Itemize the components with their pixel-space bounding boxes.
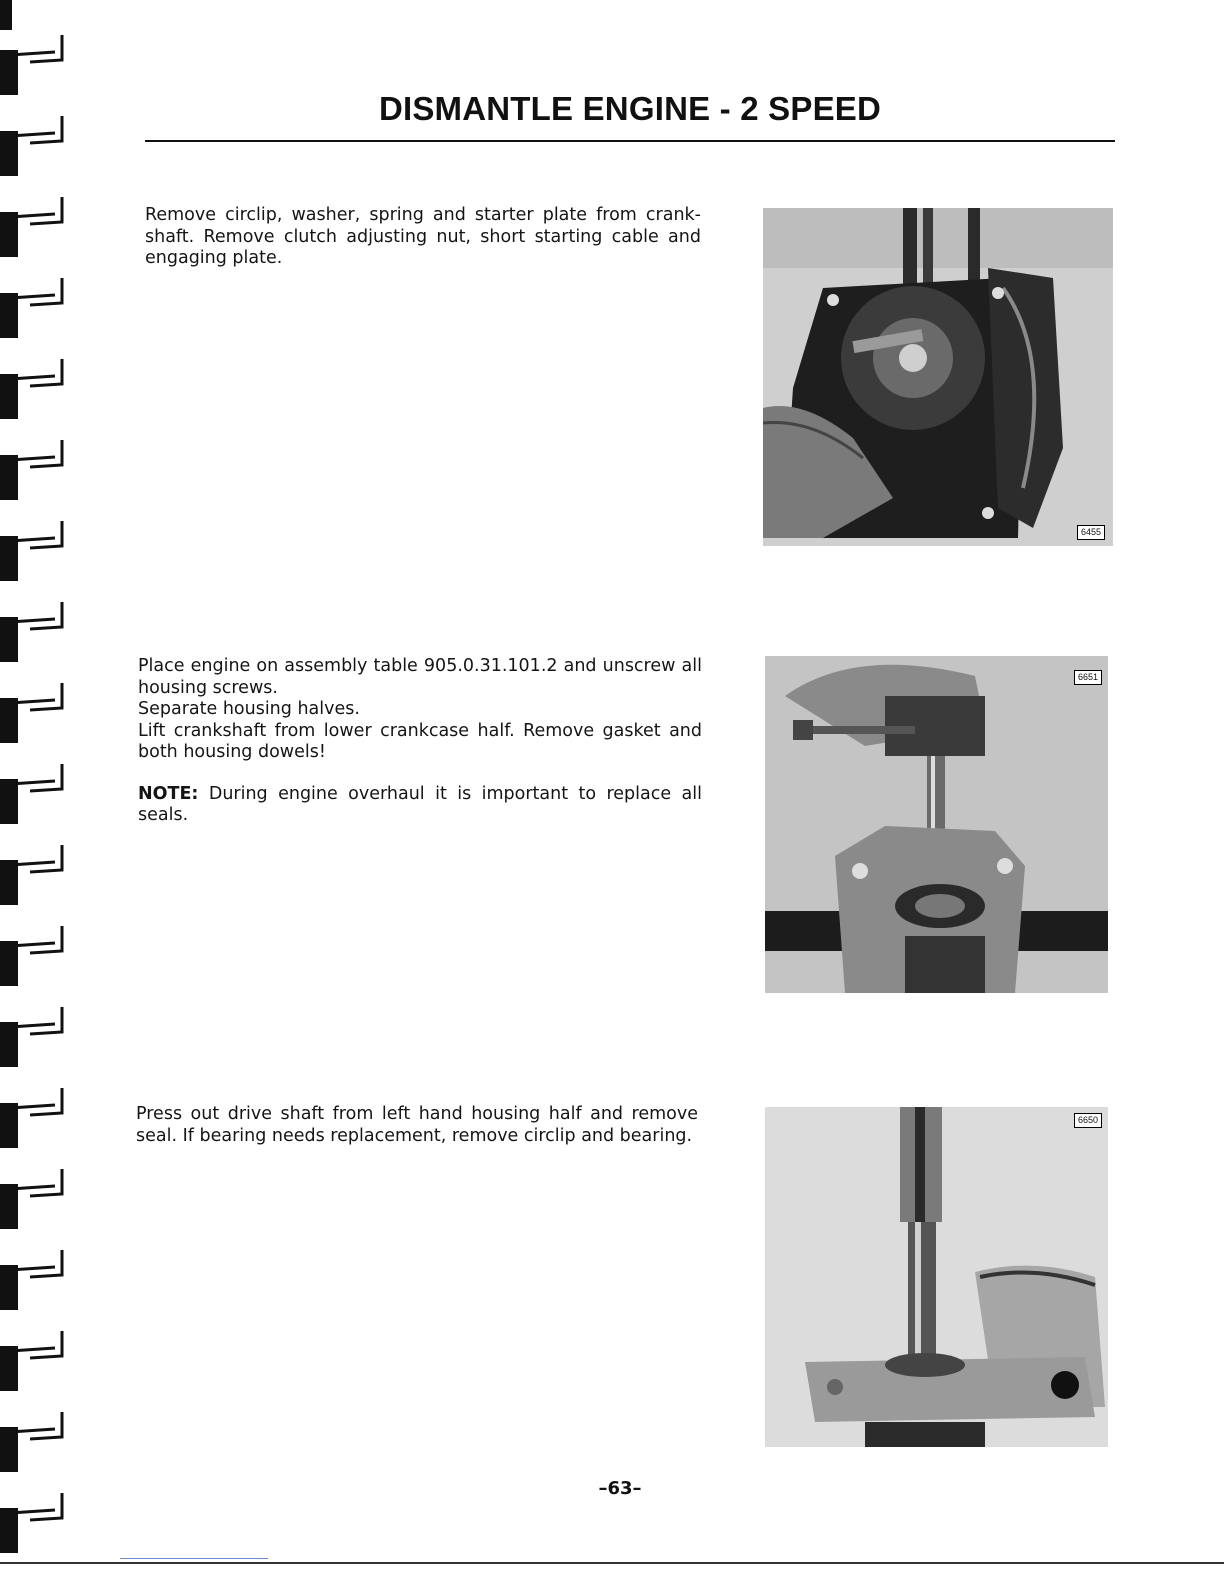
instruction-text-3 — [136, 1104, 698, 1147]
page-number: –63– — [598, 1478, 642, 1499]
title-divider — [145, 140, 1115, 142]
instruction-paragraph: Press out drive shaft from left hand housing half and remove seal. If bearing needs replacement, remove circlip and bearing. — [136, 1104, 698, 1146]
bottom-edge-line — [0, 1562, 1224, 1564]
page-title: DISMANTLE ENGINE - 2 SPEED — [378, 90, 882, 127]
note-label: NOTE: — [138, 783, 199, 804]
figure-number: 6650 — [1074, 1113, 1102, 1128]
bottom-accent-line — [120, 1558, 268, 1559]
note-text: During engine overhaul it is important to replace all seals. — [138, 783, 702, 825]
photo-engine-crankshaft — [763, 208, 1113, 546]
instruction-paragraph: Separate housing halves. — [138, 699, 360, 719]
note-paragraph — [138, 784, 702, 827]
instruction-paragraph: Remove circlip, washer, spring and starter plate from crank-shaft. Remove clutch adjusting nut, short starting cable and engaging plate. — [145, 205, 701, 268]
figure-number: 6651 — [1074, 670, 1102, 685]
instruction-paragraph: Place engine on assembly table 905.0.31.101.2 and unscrew all housing screws. — [138, 656, 702, 698]
binding-strip — [0, 0, 75, 1584]
binding-marks — [0, 0, 75, 1584]
photo-housing-separation — [765, 656, 1108, 993]
figure-number: 6455 — [1077, 525, 1105, 540]
instruction-paragraph: Lift crankshaft from lower crankcase half. Remove gasket and both housing dowels! — [138, 720, 702, 762]
photo-press-drive-shaft — [765, 1107, 1108, 1447]
instruction-text-2 — [138, 656, 702, 827]
instruction-text-1 — [145, 205, 701, 270]
